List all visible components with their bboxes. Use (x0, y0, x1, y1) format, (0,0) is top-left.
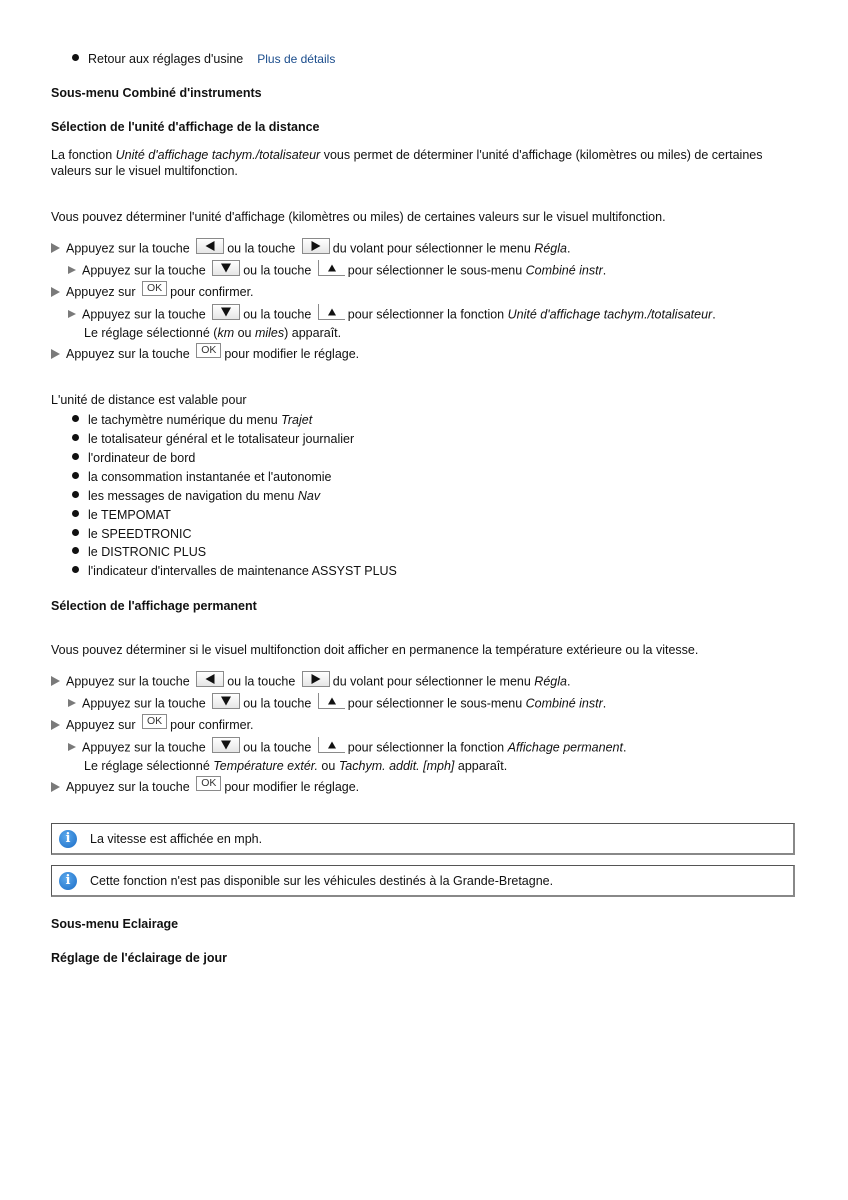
step-4: Appuyez sur la touche ou la touche pour sélectionner la fonction Affichage permanent. (68, 740, 626, 756)
bullet-dot-icon (72, 472, 79, 479)
ok-key-icon: OK (142, 714, 167, 729)
down-arrow-key-icon (212, 304, 240, 320)
bullet-dot-icon (72, 510, 79, 517)
step-arrow-icon (51, 349, 60, 359)
right-arrow-key-icon (302, 671, 330, 687)
note-text: Cette fonction n'est pas disponible sur les véhicules destinés à la Grande-Bretagne. (90, 874, 554, 888)
info-note (51, 865, 795, 897)
step-4: Appuyez sur la touche ou la touche pour sélectionner la fonction Unité d'affichage tachym./totalisateur. (68, 307, 716, 323)
info-icon: i (59, 872, 77, 890)
step-1: Appuyez sur la touche ou la touche du volant pour sélectionner le menu Régla. (51, 241, 570, 257)
down-arrow-key-icon (212, 260, 240, 276)
ok-key-icon: OK (142, 281, 167, 296)
list-item: la consommation instantanée et l'autonomie (72, 470, 332, 484)
subheading-daytime-lighting: Réglage de l'éclairage de jour (51, 951, 227, 965)
step-arrow-icon (51, 676, 60, 686)
step-1: Appuyez sur la touche ou la touche du volant pour sélectionner le menu Régla. (51, 674, 570, 690)
step-5: Appuyez sur la touche OK pour modifier le réglage. (51, 347, 359, 362)
ok-key-icon: OK (196, 776, 221, 791)
substep-arrow-icon (68, 266, 76, 274)
bullet-text: Retour aux réglages d'usine (88, 52, 244, 66)
up-arrow-key-icon (318, 304, 345, 320)
details-link[interactable]: Plus de détails (257, 52, 336, 66)
info-note (51, 823, 795, 855)
bullet-dot-icon (72, 491, 79, 498)
intro-paragraph-line2: valeurs sur le visuel multifonction. (51, 164, 238, 178)
list-item: le tachymètre numérique du menu Trajet (72, 413, 312, 427)
paragraph-distance-unit: Vous pouvez déterminer l'unité d'affichage (kilomètres ou miles) de certaines valeurs sur le visuel multifonction. (51, 210, 666, 224)
step-4-result: Le réglage sélectionné Température extér. ou Tachym. addit. [mph] apparaît. (84, 759, 508, 773)
section-heading-combine: Sous-menu Combiné d'instruments (51, 86, 262, 100)
down-arrow-key-icon (212, 737, 240, 753)
step-3: Appuyez sur OK pour confirmer. (51, 718, 254, 733)
up-arrow-key-icon (318, 737, 345, 753)
list-item: le DISTRONIC PLUS (72, 545, 206, 559)
bullet-dot-icon (72, 434, 79, 441)
left-arrow-key-icon (196, 671, 224, 687)
up-arrow-key-icon (318, 693, 345, 709)
step-arrow-icon (51, 243, 60, 253)
step-arrow-icon (51, 782, 60, 792)
list-item: les messages de navigation du menu Nav (72, 489, 320, 503)
bullet-dot-icon (72, 415, 79, 422)
bullet-dot-icon (72, 529, 79, 536)
bullet-dot-icon (72, 453, 79, 460)
list-item: le totalisateur général et le totalisateur journalier (72, 432, 354, 446)
substep-arrow-icon (68, 699, 76, 707)
subheading-permanent-display: Sélection de l'affichage permanent (51, 599, 257, 613)
subheading-distance-unit: Sélection de l'unité d'affichage de la distance (51, 120, 320, 134)
step-2: Appuyez sur la touche ou la touche pour sélectionner le sous-menu Combiné instr. (68, 263, 606, 279)
bullet-dot-icon (72, 566, 79, 573)
list-item: l'indicateur d'intervalles de maintenance ASSYST PLUS (72, 564, 397, 578)
step-arrow-icon (51, 287, 60, 297)
left-arrow-key-icon (196, 238, 224, 254)
top-bullet (72, 52, 335, 66)
step-arrow-icon (51, 720, 60, 730)
substep-arrow-icon (68, 310, 76, 318)
info-icon: i (59, 830, 77, 848)
step-4-result: Le réglage sélectionné (km ou miles) apparaît. (84, 326, 342, 340)
paragraph-permanent-display: Vous pouvez déterminer si le visuel multifonction doit afficher en permanence la température extérieure ou la vitesse. (51, 643, 699, 657)
step-2: Appuyez sur la touche ou la touche pour sélectionner le sous-menu Combiné instr. (68, 696, 606, 712)
section-heading-lighting: Sous-menu Eclairage (51, 917, 179, 931)
step-3: Appuyez sur OK pour confirmer. (51, 285, 254, 300)
list-item: l'ordinateur de bord (72, 451, 195, 465)
substep-arrow-icon (68, 743, 76, 751)
ok-key-icon: OK (196, 343, 221, 358)
down-arrow-key-icon (212, 693, 240, 709)
right-arrow-key-icon (302, 238, 330, 254)
step-5: Appuyez sur la touche OK pour modifier le réglage. (51, 780, 359, 795)
intro-paragraph: La fonction Unité d'affichage tachym./totalisateur vous permet de déterminer l'unité d'affichage (kilomètres ou miles) de certaines (51, 148, 763, 162)
list-item: le TEMPOMAT (72, 508, 171, 522)
note-text: La vitesse est affichée en mph. (90, 832, 263, 846)
bullet-dot-icon (72, 547, 79, 554)
valid-for-label: L'unité de distance est valable pour (51, 393, 247, 407)
list-item: le SPEEDTRONIC (72, 527, 192, 541)
bullet-dot-icon (72, 54, 79, 61)
up-arrow-key-icon (318, 260, 345, 276)
